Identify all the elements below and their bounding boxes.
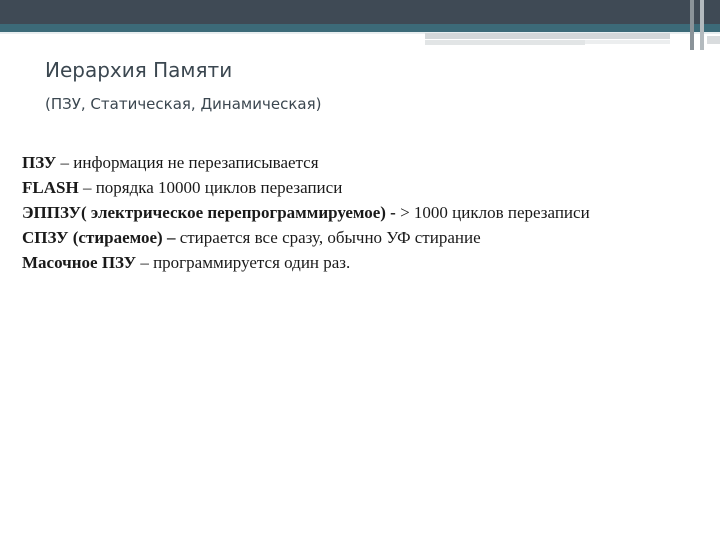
list-item <box>22 150 712 175</box>
slide-subtitle: (ПЗУ, Статическая, Динамическая) <box>45 95 322 113</box>
definition: стирается все сразу, обычно УФ стирание <box>175 228 481 247</box>
definition: – информация не перезаписывается <box>56 153 319 172</box>
definition: – порядка 10000 циклов перезаписи <box>78 178 343 197</box>
header-accent-band <box>0 24 720 32</box>
term: Масочное ПЗУ <box>22 253 137 272</box>
list-item <box>22 225 712 250</box>
list-item <box>22 200 712 225</box>
slide-title: Иерархия Памяти <box>45 58 233 82</box>
term: ПЗУ <box>22 153 57 172</box>
list-item <box>22 175 712 200</box>
decorative-vertical-bar <box>690 0 694 50</box>
decorative-stripe <box>425 33 670 39</box>
decorative-vertical-bar <box>700 0 704 50</box>
list-item <box>22 250 712 275</box>
term: FLASH <box>22 178 79 197</box>
decorative-stripe <box>425 40 585 45</box>
content-list <box>22 150 712 275</box>
decorative-stripe <box>585 40 670 44</box>
definition: > 1000 циклов перезаписи <box>395 203 590 222</box>
header-band <box>0 0 720 24</box>
decorative-block <box>707 36 720 44</box>
definition: – программируется один раз. <box>136 253 351 272</box>
term: СПЗУ (стираемое) – <box>22 228 176 247</box>
term: ЭППЗУ( электрическое перепрограммируемое) - <box>22 203 396 222</box>
